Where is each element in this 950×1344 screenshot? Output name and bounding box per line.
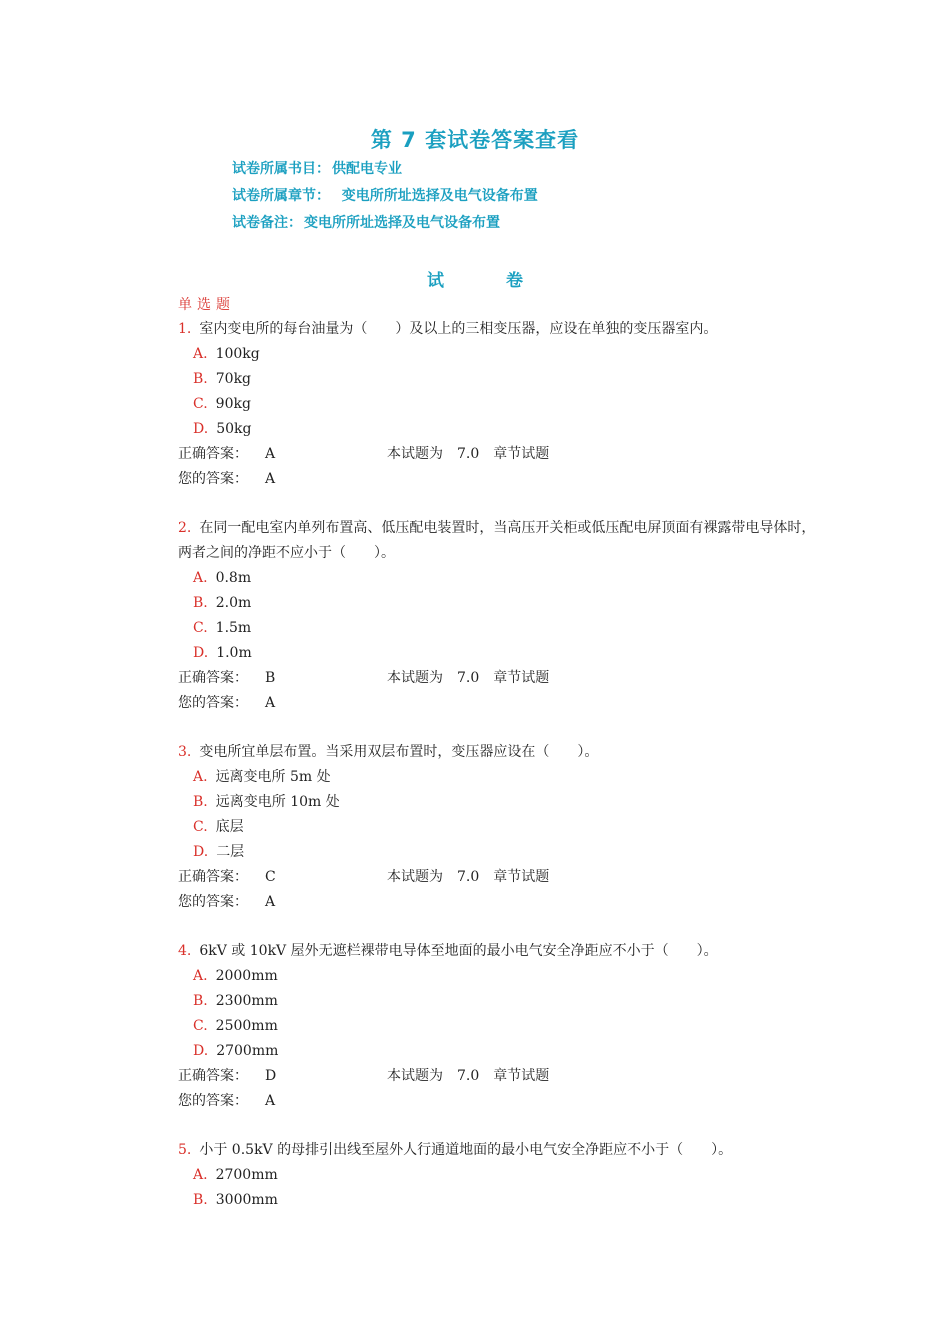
correct-answer-row: 正确答案： A 本试题为 7.0 章节试题: [178, 442, 828, 467]
option-a: A. 2000mm: [193, 968, 278, 984]
page-title: 第 7 套试卷答案查看: [370, 128, 580, 152]
score-info: 本试题为 7.0 章节试题: [387, 869, 550, 885]
option-a: A. 2700mm: [193, 1167, 278, 1183]
chapter-label: 试卷所属章节：: [232, 188, 330, 204]
option-b: B. 3000mm: [193, 1192, 278, 1208]
note-value: 变电所所址选择及电气设备布置: [304, 215, 500, 231]
question-4: [178, 939, 828, 1114]
question-text: [178, 740, 828, 765]
section-title: [0, 266, 950, 291]
option-d: D. 二层: [193, 844, 245, 860]
option-a: A. 远离变电所 5m 处: [193, 769, 331, 785]
score-info: 本试题为 7.0 章节试题: [387, 1068, 550, 1084]
question-number: 2.: [178, 520, 192, 536]
option-a: A. 0.8m: [193, 570, 252, 586]
question-5: [178, 1138, 828, 1213]
score-info: 本试题为 7.0 章节试题: [387, 446, 550, 462]
your-answer-row: 您的答案： A: [178, 467, 828, 492]
question-category: 单选题: [178, 297, 235, 313]
question-number: 1.: [178, 321, 192, 337]
option-c: C. 90kg: [193, 396, 251, 412]
question-number: 5.: [178, 1142, 192, 1158]
correct-answer-row: 正确答案： B 本试题为 7.0 章节试题: [178, 666, 828, 691]
correct-answer: D: [265, 1068, 277, 1084]
score-info: 本试题为 7.0 章节试题: [387, 670, 550, 686]
option-c: C. 底层: [193, 819, 244, 835]
correct-answer: C: [265, 869, 276, 885]
your-answer: A: [265, 695, 276, 711]
book-label: 试卷所属书目：: [232, 161, 330, 177]
option-c: C. 1.5m: [193, 620, 252, 636]
book-value: 供配电专业: [332, 161, 402, 177]
question-text: [178, 939, 828, 964]
your-answer: A: [265, 1093, 276, 1109]
question-text: [178, 1138, 828, 1163]
correct-answer: A: [265, 446, 276, 462]
question-body: 小于 0.5kV 的母排引出线至屋外人行通道地面的最小电气安全净距应不小于（ ）。: [199, 1142, 733, 1158]
correct-answer: B: [265, 670, 276, 686]
option-d: D. 2700mm: [193, 1043, 279, 1059]
option-b: B. 远离变电所 10m 处: [193, 794, 340, 810]
option-b: B. 70kg: [193, 371, 252, 387]
correct-answer-row: 正确答案： D 本试题为 7.0 章节试题: [178, 1064, 828, 1089]
section-title-left: 试: [427, 271, 444, 291]
question-3: [178, 740, 828, 915]
chapter-value: 变电所所址选择及电气设备布置: [341, 188, 538, 204]
your-answer-row: 您的答案： A: [178, 1089, 828, 1114]
option-b: B. 2.0m: [193, 595, 252, 611]
your-answer: A: [265, 894, 276, 910]
option-c: C. 2500mm: [193, 1018, 278, 1034]
question-number: 4.: [178, 943, 192, 959]
option-d: D. 1.0m: [193, 645, 252, 661]
question-text: [178, 516, 828, 566]
note-info: [232, 212, 500, 232]
question-body: 在同一配电室内单列布置高、低压配电装置时，当高压开关柜或低压配电屏顶面有裸露带电导体时，两者之间的净距不应小于（ ）。: [178, 520, 816, 561]
question-body: 6kV 或 10kV 屋外无遮栏裸带电导体至地面的最小电气安全净距应不小于（ ）。: [199, 943, 718, 959]
book-info: [232, 158, 402, 178]
option-a: A. 100kg: [193, 346, 260, 362]
question-body: 室内变电所的每台油量为（ ）及以上的三相变压器，应设在单独的变压器室内。: [199, 321, 718, 337]
option-b: B. 2300mm: [193, 993, 278, 1009]
question-text: [178, 317, 828, 342]
your-answer-row: 您的答案： A: [178, 691, 828, 716]
correct-answer-row: 正确答案： C 本试题为 7.0 章节试题: [178, 865, 828, 890]
note-label: 试卷备注：: [232, 215, 302, 231]
option-d: D. 50kg: [193, 421, 252, 437]
your-answer: A: [265, 471, 276, 487]
question-2: [178, 516, 828, 716]
chapter-info: [232, 185, 538, 205]
question-number: 3.: [178, 744, 192, 760]
question-body: 变电所宜单层布置。当采用双层布置时，变压器应设在（ ）。: [199, 744, 599, 760]
section-title-right: 卷: [506, 271, 523, 291]
your-answer-row: 您的答案： A: [178, 890, 828, 915]
question-1: [178, 317, 828, 492]
